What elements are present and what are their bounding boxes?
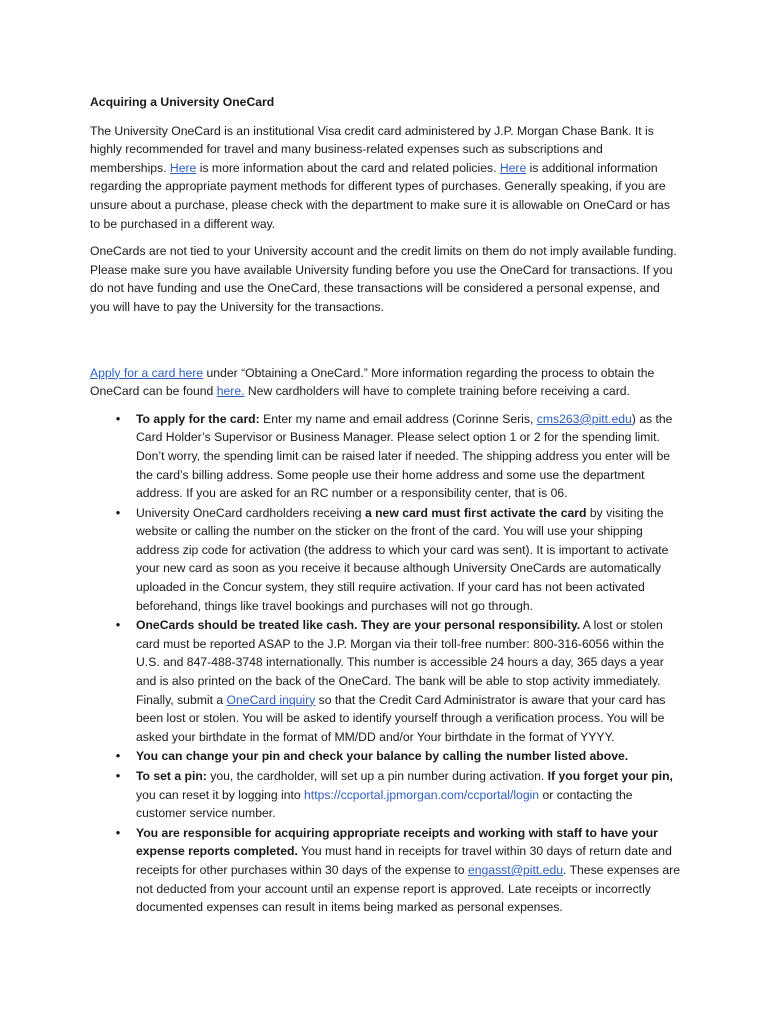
item-text: . These expenses are not deducted from your account until an expense report is approved. Late receipts or incorrectly documented expenses can result in items being marked as personal expenses. — [136, 862, 680, 915]
list-item-activate — [90, 504, 682, 616]
list-item-set-pin — [90, 767, 682, 823]
intro-paragraph — [90, 122, 682, 234]
bullet-icon: • — [115, 617, 121, 633]
item-text: by visiting the website or calling the number on the sticker on the front of the card. You will use your shipping address zip code for activation (the address to which your card was sent). It is important to activate your new card as soon as you receive it because although University OneCards are automatically uploaded in the Concur system, they still require activation. If your card has not been activated beforehand, things like travel bookings and purchases will not go through. — [136, 505, 669, 613]
item-text: so that the Credit Card Administrator is aware that your card has been lost or stolen. You will be asked to identify yourself through a verification process. You will be asked your birthdate in the format of MM/DD and/or Your birthdate in the format of YYYY. — [136, 692, 666, 744]
funding-paragraph: OneCards are not tied to your University account and the credit limits on them do not imply available funding. Please make sure you have available University funding before you use the OneCard for transactions. If you do not have funding and use the OneCard, these transactions will be considered a personal expense, and you will have to pay the University for the transactions. — [90, 244, 677, 314]
apply-card-link[interactable]: Apply for a card here — [90, 365, 204, 380]
item-text: or contacting the customer service number. — [136, 787, 633, 821]
payment-methods-link[interactable]: Here — [499, 160, 527, 175]
intro-text-2: is more information about the card and related policies. — [196, 160, 500, 175]
bold-text: To apply for the card: — [136, 411, 260, 426]
bold-text: OneCards should be treated like cash. They are your personal responsibility. — [136, 618, 581, 633]
bold-text: a new card must first activate the card — [364, 505, 587, 520]
apply-text-1: under “Obtaining a OneCard.” More information regarding the process to obtain the OneCard can be found — [90, 365, 655, 399]
bold-text: You are responsible for acquiring appropriate receipts and working with staff to have your expense reports completed. — [136, 825, 658, 859]
spacer — [90, 326, 682, 364]
ccportal-login-link[interactable]: https://ccportal.jpmorgan.com/ccportal/login — [304, 787, 540, 802]
item-text: You must hand in receipts for travel within 30 days of return date and receipts for other purchases within 30 days of the expense to — [136, 844, 672, 877]
supervisor-email-link[interactable]: cms263@pitt.edu — [536, 411, 632, 426]
bullet-icon: • — [115, 504, 121, 520]
document-body — [90, 93, 682, 918]
policy-info-link[interactable]: Here — [169, 160, 197, 175]
item-text: ) as the Card Holder’s Supervisor or Business Manager. Please select option 1 or 2 for the spending limit. Don’t worry, the spending limit can be raised later if needed. The shipping address you enter will be the card’s billing address. Some people use their home address and some use the department address. If you are asked for an RC number or a responsibility center, that is 06. — [136, 411, 673, 501]
bold-text: To set a pin: — [136, 769, 207, 783]
bullet-icon: • — [115, 410, 121, 426]
list-item-receipts — [90, 824, 682, 917]
process-info-link[interactable]: here. — [216, 384, 245, 399]
bullet-icon: • — [115, 768, 121, 783]
intro-text-3: is additional information regarding the appropriate payment methods for different types of purchases. Generally speaking, if you are unsure about a purchase, please check with the department to make sure it is allowable on OneCard or has to be purchased in a different way. — [90, 160, 670, 231]
intro-text-1: The University OneCard is an institutional Visa credit card administered by J.P. Morgan Chase Bank. It is highly recommended for travel and many business-related expenses such as subscriptions and memberships. — [90, 123, 654, 175]
bold-text: You can change your pin and check your balance by calling the number listed above. — [136, 749, 629, 764]
instructions-list — [90, 410, 682, 917]
item-text: you, the cardholder, will set up a pin number during activation. — [206, 769, 548, 783]
apply-text-2: New cardholders will have to complete training before receiving a card. — [244, 384, 630, 399]
bullet-icon: • — [115, 748, 121, 764]
bullet-icon: • — [115, 824, 121, 840]
item-text: you can reset it by logging into — [136, 787, 305, 802]
list-item-apply — [90, 410, 682, 503]
document-title: Acquiring a University OneCard — [90, 95, 275, 109]
onecard-inquiry-link[interactable]: OneCard inquiry — [226, 692, 316, 707]
item-text: A lost or stolen card must be reported ASAP to the J.P. Morgan via their toll-free number: 800-316-6056 within the U.S. and 847-488-3748 internationally. This number is accessible 24 hours a day, 365 days a year and is also printed on the back of the OneCard. The bank will be able to stop activity immediately. Finally, submit a — [136, 618, 664, 707]
list-item-pin-balance — [90, 747, 682, 766]
apply-paragraph — [90, 364, 682, 401]
item-text: University OneCard cardholders receiving — [136, 505, 365, 520]
item-text: Enter my name and email address (Corinne Seris, — [259, 411, 537, 426]
bold-text: If you forget your pin, — [547, 769, 673, 783]
list-item-lost-card — [90, 616, 682, 746]
engasst-email-link[interactable]: engasst@pitt.edu — [467, 862, 564, 877]
